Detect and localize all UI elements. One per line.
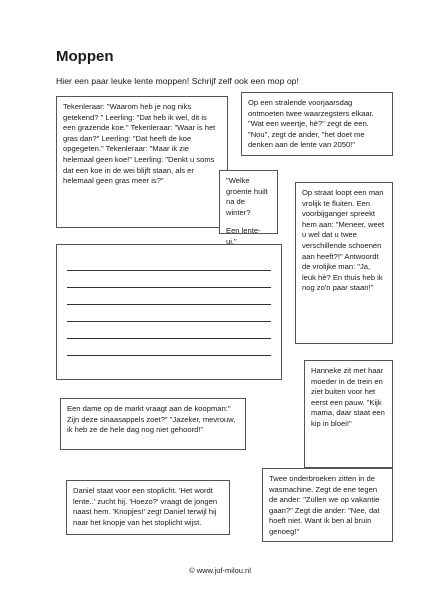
writing-line — [67, 355, 271, 356]
joke-box-onderbroeken — [262, 468, 393, 542]
writing-line — [67, 321, 271, 322]
joke-answer: Een lente-ui." — [226, 226, 261, 246]
joke-text: Tekenleraar: "Waarom heb je nog niks getekend? " Leerling: "Dat heb ik wel, dit is een grazende koe." Tekenleraar: "Waar is het gras dan?" Leerling: "Dat heeft de koe opgegeten." Tekenleraar: "Maar ik zie helemaal geen koe!" Leerling: "Denkt u soms dat een koe in de wei blijft staan, als er helemaal geen gras meer is?" — [63, 102, 216, 186]
writing-line — [67, 270, 271, 271]
page-title: Moppen — [56, 48, 114, 65]
write-your-joke-area[interactable] — [56, 244, 282, 380]
joke-text: Daniel staat voor een stoplicht. 'Het wordt lente..' zucht hij. 'Hoezo?' vraagt de jongen naast hem. 'Knopjes!' zegt Daniel terwijl hij naar het knopje van het stoplicht wijst. — [73, 486, 218, 527]
joke-box-koe — [56, 96, 228, 228]
joke-text: Op een stralende voorjaarsdag ontmoeten twee waarzegsters elkaar. "Wat een weertje, hè?" zegt de een. "Nou", zegt de ander, "het doet me denken aan de lente van 2050!" — [248, 98, 374, 150]
writing-line — [67, 304, 271, 305]
joke-box-weertje — [241, 92, 393, 156]
joke-box-schoenen — [295, 182, 393, 344]
footer-copyright: © www.juf-milou.nl — [189, 566, 251, 575]
writing-line — [67, 338, 271, 339]
joke-box-sinaasappels — [60, 398, 246, 450]
intro-text: Hier een paar leuke lente moppen! Schrijf zelf ook een mop op! — [56, 76, 299, 86]
joke-question: "Welke groente huilt na de winter? — [226, 176, 268, 217]
joke-text: Op straat loopt een man vrolijk te fluiten. Een voorbijganger spreekt hem aan: "Meneer, weet u wel dat u twee verschillende schoenen aan heeft?!" Antwoordt de vrolijke man: "Ja, leuk hè? En thuis heb ik nog zo'n paar staan!" — [302, 188, 385, 293]
joke-box-stoplicht — [66, 480, 230, 535]
writing-line — [67, 287, 271, 288]
joke-text: Hanneke zit met haar moeder in de trein en ziet buiten voor het eerst een pauw. "Kijk mama, daar staat een kip in bloei!" — [311, 366, 385, 428]
joke-box-pauw — [304, 360, 393, 468]
joke-text: Twee onderbroeken zitten in de wasmachine. Zegt de ene tegen de ander: "Zullen we op vakantie gaan?" Zegt die ander: "Nee, dat hoeft niet. Want ik ben al bruin genoeg!" — [269, 474, 380, 536]
joke-box-groente — [219, 170, 278, 246]
joke-text: Een dame op de markt vraagt aan de koopman:" Zijn deze sinaasappels zoet?" "Jazeker, mevrouw, ik heb ze de hele dag nog niet gehoord!" — [67, 404, 236, 435]
